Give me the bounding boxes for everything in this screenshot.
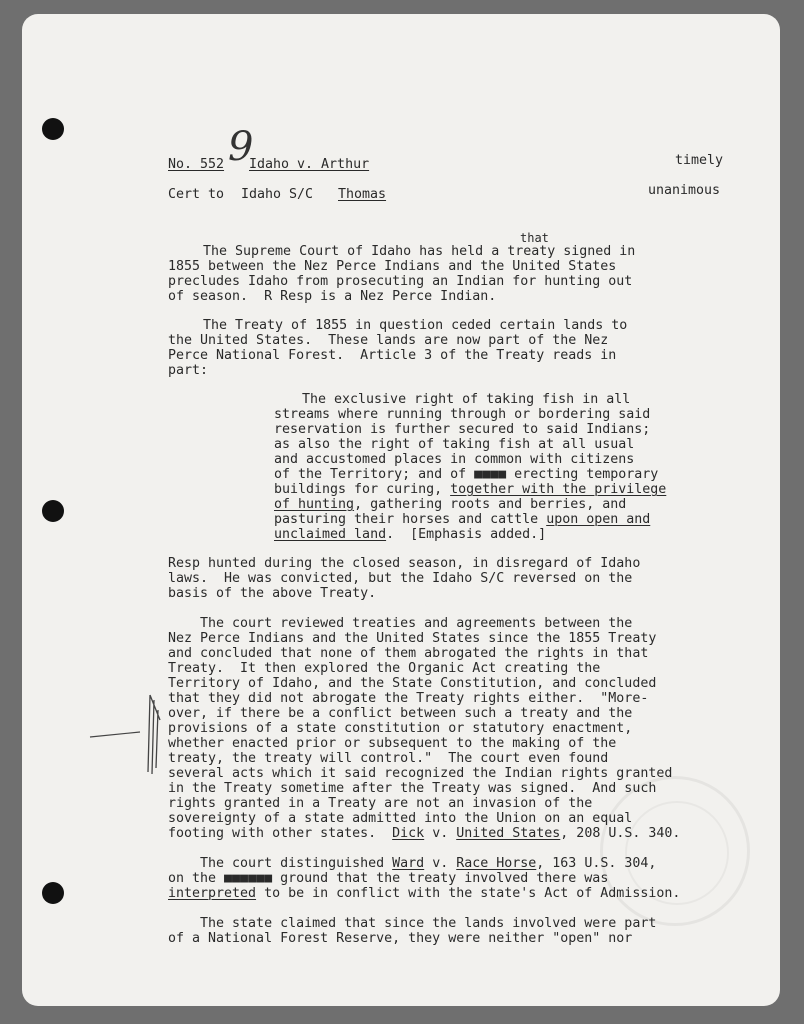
- quote-line-5: and accustomed places in common with citizens: [274, 452, 635, 467]
- struck-word: ■■■■■■: [224, 871, 273, 886]
- paragraph-4-line-2: Nez Perce Indians and the United States since the 1855 Treaty: [168, 631, 657, 646]
- binder-hole-bottom: [42, 882, 64, 904]
- paragraph-4-line-9: whether enacted prior or subsequent to the making of the: [168, 736, 617, 751]
- paragraph-1-line-3: precludes Idaho from prosecuting an Indian for hunting out: [168, 274, 633, 289]
- paragraph-1-line-1: The Supreme Court of Idaho has held a treaty signed in: [203, 244, 636, 259]
- paragraph-4-line-13: rights granted in a Treaty are not an invasion of the: [168, 796, 593, 811]
- emphasis-underline: of hunting: [274, 497, 355, 512]
- emphasis-underline: upon open and: [546, 512, 651, 527]
- case-citation: Ward: [392, 856, 425, 871]
- paragraph-4-line-5: Territory of Idaho, and the State Constitution, and concluded: [168, 676, 657, 691]
- quote-line-7: buildings for curing, together with the privilege: [274, 482, 667, 497]
- judge-name: Thomas: [338, 187, 387, 202]
- margin-annotation: [88, 690, 168, 780]
- paragraph-4-line-7: over, if there be a conflict between such a treaty and the: [168, 706, 633, 721]
- case-citation: United States: [456, 826, 561, 841]
- paragraph-2-line-4: part:: [168, 363, 209, 378]
- cert-prefix: Cert to: [168, 187, 233, 202]
- binder-hole-middle: [42, 500, 64, 522]
- paragraph-4-line-1: The court reviewed treaties and agreements between the: [168, 616, 633, 631]
- struck-word: ■■■■: [474, 467, 507, 482]
- paragraph-2-line-2: the United States. These lands are now part of the Nez: [168, 333, 609, 348]
- handwritten-mark: 9: [228, 124, 254, 170]
- paragraph-4-line-6: that they did not abrogate the Treaty rights either. "More-: [168, 691, 649, 706]
- quote-line-9: pasturing their horses and cattle upon open and: [274, 512, 651, 527]
- paragraph-4-line-15: footing with other states. Dick v. United States, 208 U.S. 340.: [168, 826, 681, 841]
- paragraph-5-line-1: The court distinguished Ward v. Race Horse, 163 U.S. 304,: [168, 856, 657, 871]
- cert-court: Idaho S/C: [241, 187, 314, 202]
- emphasis-underline: unclaimed land: [274, 527, 387, 542]
- paragraph-1-line-2: 1855 between the Nez Perce Indians and the United States: [168, 259, 617, 274]
- emphasis-underline: together with the privilege: [450, 482, 667, 497]
- emphasis-underline: interpreted: [168, 886, 257, 901]
- paragraph-3-line-2: laws. He was convicted, but the Idaho S/C reversed on the: [168, 571, 633, 586]
- case-citation: Race Horse: [456, 856, 537, 871]
- paragraph-5-line-3: interpreted to be in conflict with the state's Act of Admission.: [168, 886, 681, 901]
- paragraph-6-line-2: of a National Forest Reserve, they were neither "open" nor: [168, 931, 633, 946]
- paragraph-4-line-14: sovereignty of a state admitted into the Union on an equal: [168, 811, 633, 826]
- paragraph-4-line-8: provisions of a state constitution or statutory enactment,: [168, 721, 633, 736]
- vote-label: unanimous: [648, 183, 721, 198]
- paragraph-4-line-3: and concluded that none of them abrogated the rights in that: [168, 646, 649, 661]
- paragraph-3-line-1: Resp hunted during the closed season, in disregard of Idaho: [168, 556, 641, 571]
- paragraph-4-line-4: Treaty. It then explored the Organic Act creating the: [168, 661, 601, 676]
- paragraph-4-line-11: several acts which it said recognized the Indian rights granted: [168, 766, 673, 781]
- quote-line-3: reservation is further secured to said Indians;: [274, 422, 651, 437]
- timeliness-label: timely: [675, 153, 724, 168]
- handwritten-insert: that: [520, 231, 549, 245]
- paragraph-3-line-3: basis of the above Treaty.: [168, 586, 377, 601]
- paragraph-4-line-10: treaty, the treaty will control." The court even found: [168, 751, 609, 766]
- case-title: Idaho v. Arthur: [249, 157, 370, 172]
- quote-line-10: unclaimed land. [Emphasis added.]: [274, 527, 547, 542]
- paragraph-1-line-4: of season. R Resp is a Nez Perce Indian.: [168, 289, 497, 304]
- quote-line-8: of hunting, gathering roots and berries, and: [274, 497, 627, 512]
- binder-hole-top: [42, 118, 64, 140]
- paragraph-2-line-3: Perce National Forest. Article 3 of the Treaty reads in: [168, 348, 617, 363]
- paragraph-4-line-12: in the Treaty sometime after the Treaty was signed. And such: [168, 781, 657, 796]
- quote-line-1: The exclusive right of taking fish in all: [302, 392, 631, 407]
- paragraph-5-line-2: on the ■■■■■■ ground that the treaty involved there was: [168, 871, 609, 886]
- quote-line-4: as also the right of taking fish at all usual: [274, 437, 635, 452]
- case-citation: Dick: [392, 826, 425, 841]
- paragraph-2-line-1: The Treaty of 1855 in question ceded certain lands to: [203, 318, 628, 333]
- paragraph-6-line-1: The state claimed that since the lands involved were part: [168, 916, 657, 931]
- quote-line-6: of the Territory; and of ■■■■ erecting temporary: [274, 467, 659, 482]
- quote-line-2: streams where running through or bordering said: [274, 407, 651, 422]
- case-number: No. 552: [168, 157, 225, 172]
